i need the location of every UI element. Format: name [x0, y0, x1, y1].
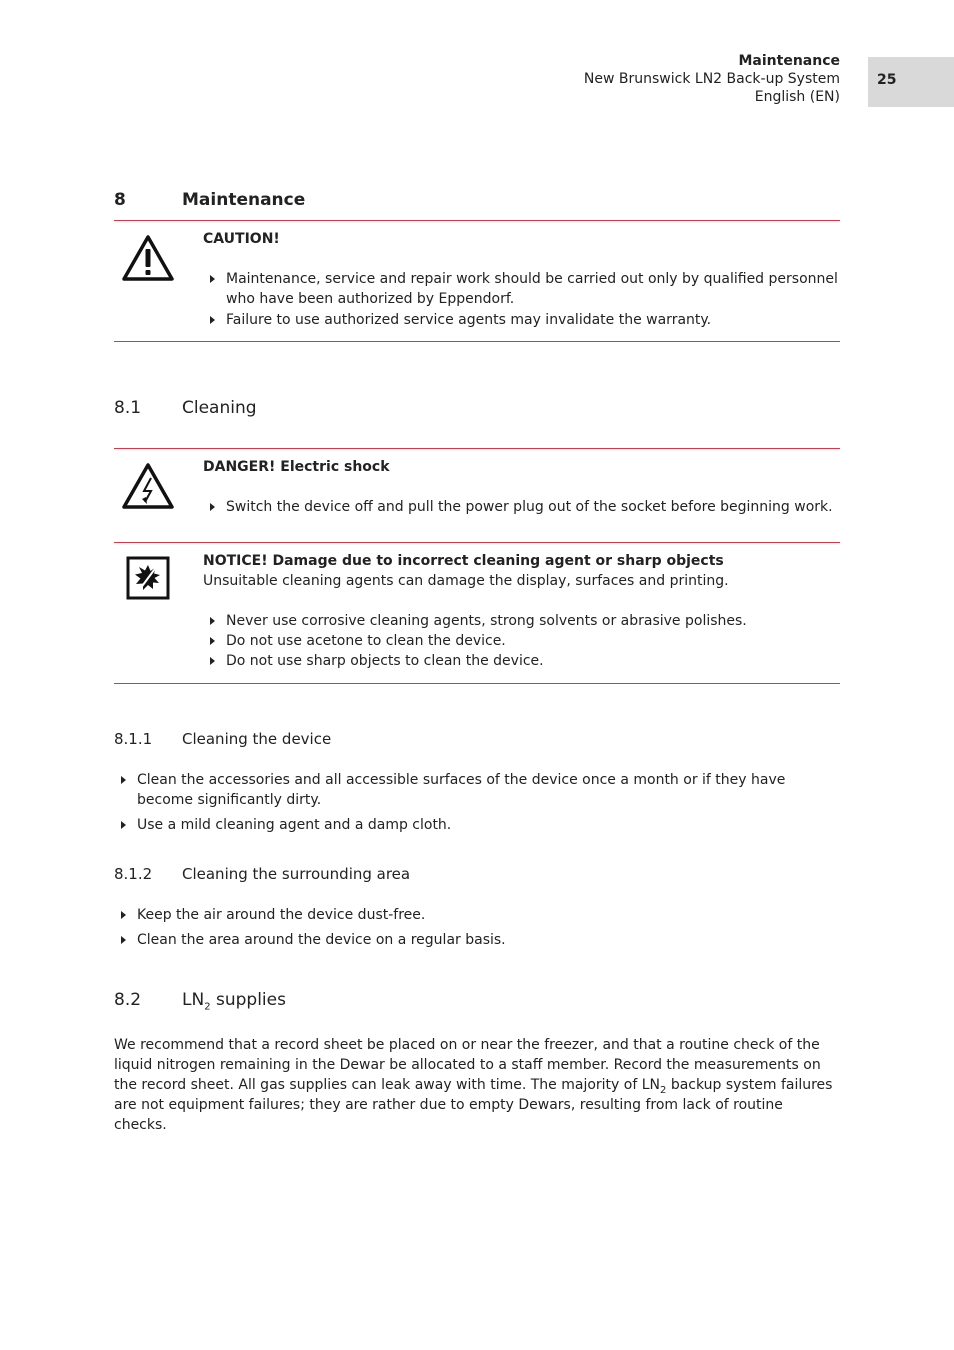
chapter-number: 8 — [114, 190, 126, 210]
cleaning-area-list — [114, 905, 828, 950]
notice-text-block — [203, 551, 840, 591]
chapter-title: Maintenance — [182, 190, 306, 210]
caution-bottom-rule — [114, 341, 840, 342]
list-item: Switch the device off and pull the power plug out of the socket before beginning work. — [203, 497, 840, 517]
notice-list — [203, 611, 840, 671]
list-item: Clean the accessories and all accessible surfaces of the device once a month or if they have become significantly dirty. — [114, 770, 828, 810]
danger-title: DANGER! Electric shock — [203, 459, 390, 475]
list-item: Use a mild cleaning agent and a damp cloth. — [114, 815, 828, 835]
list-item: Never use corrosive cleaning agents, strong solvents or abrasive polishes. — [203, 611, 840, 631]
running-header — [584, 52, 840, 106]
caution-title: CAUTION! — [203, 231, 280, 247]
header-section: Maintenance — [738, 53, 840, 69]
danger-list — [203, 497, 840, 517]
list-item: Keep the air around the device dust-free. — [114, 905, 828, 925]
header-language: English (EN) — [754, 89, 840, 105]
danger-top-rule — [114, 448, 840, 449]
notice-title: NOTICE! Damage due to incorrect cleaning agent or sharp objects — [203, 553, 724, 569]
chapter-heading — [114, 190, 305, 210]
electric-shock-icon — [122, 462, 174, 514]
caution-list — [203, 269, 840, 330]
warning-triangle-icon — [122, 234, 174, 286]
list-item: Clean the area around the device on a regular basis. — [114, 930, 828, 950]
subsection-heading-cleaning-area: 8.1.2 Cleaning the surrounding area — [114, 865, 411, 883]
list-item: Maintenance, service and repair work should be carried out only by qualified personnel who have been authorized by Eppendorf. — [203, 269, 840, 309]
cleaning-device-list — [114, 770, 828, 835]
damage-notice-icon — [126, 556, 170, 604]
subsection-heading-cleaning-device: 8.1.1 Cleaning the device — [114, 730, 332, 748]
list-item: Do not use sharp objects to clean the device. — [203, 651, 840, 671]
header-product: New Brunswick LN2 Back-up System — [583, 71, 840, 87]
list-item: Failure to use authorized service agents may invalidate the warranty. — [203, 310, 840, 330]
section-heading-cleaning: 8.1 Cleaning — [114, 398, 257, 418]
caution-top-rule — [114, 220, 840, 221]
notice-bottom-rule — [114, 683, 840, 684]
page-number: 25 — [868, 57, 954, 107]
section-heading-ln2-supplies: 8.2 $LN_2$ supplies — [114, 990, 286, 1013]
danger-bottom-rule — [114, 542, 840, 543]
ln2-supplies-paragraph: We recommend that a record sheet be placed on or near the freezer, and that a routine check of the liquid nitrogen remaining in the Dewar be allocated to a staff member. Record the measurements on the record sheet. All gas supplies can leak away with time. The majority of $LN_2$ backup system failures are not equipment failures; they are rather due to empty Dewars, resulting from lack of routine checks. — [114, 1037, 833, 1133]
list-item: Do not use acetone to clean the device. — [203, 631, 840, 651]
notice-description: Unsuitable cleaning agents can damage the display, surfaces and printing. — [203, 573, 729, 589]
